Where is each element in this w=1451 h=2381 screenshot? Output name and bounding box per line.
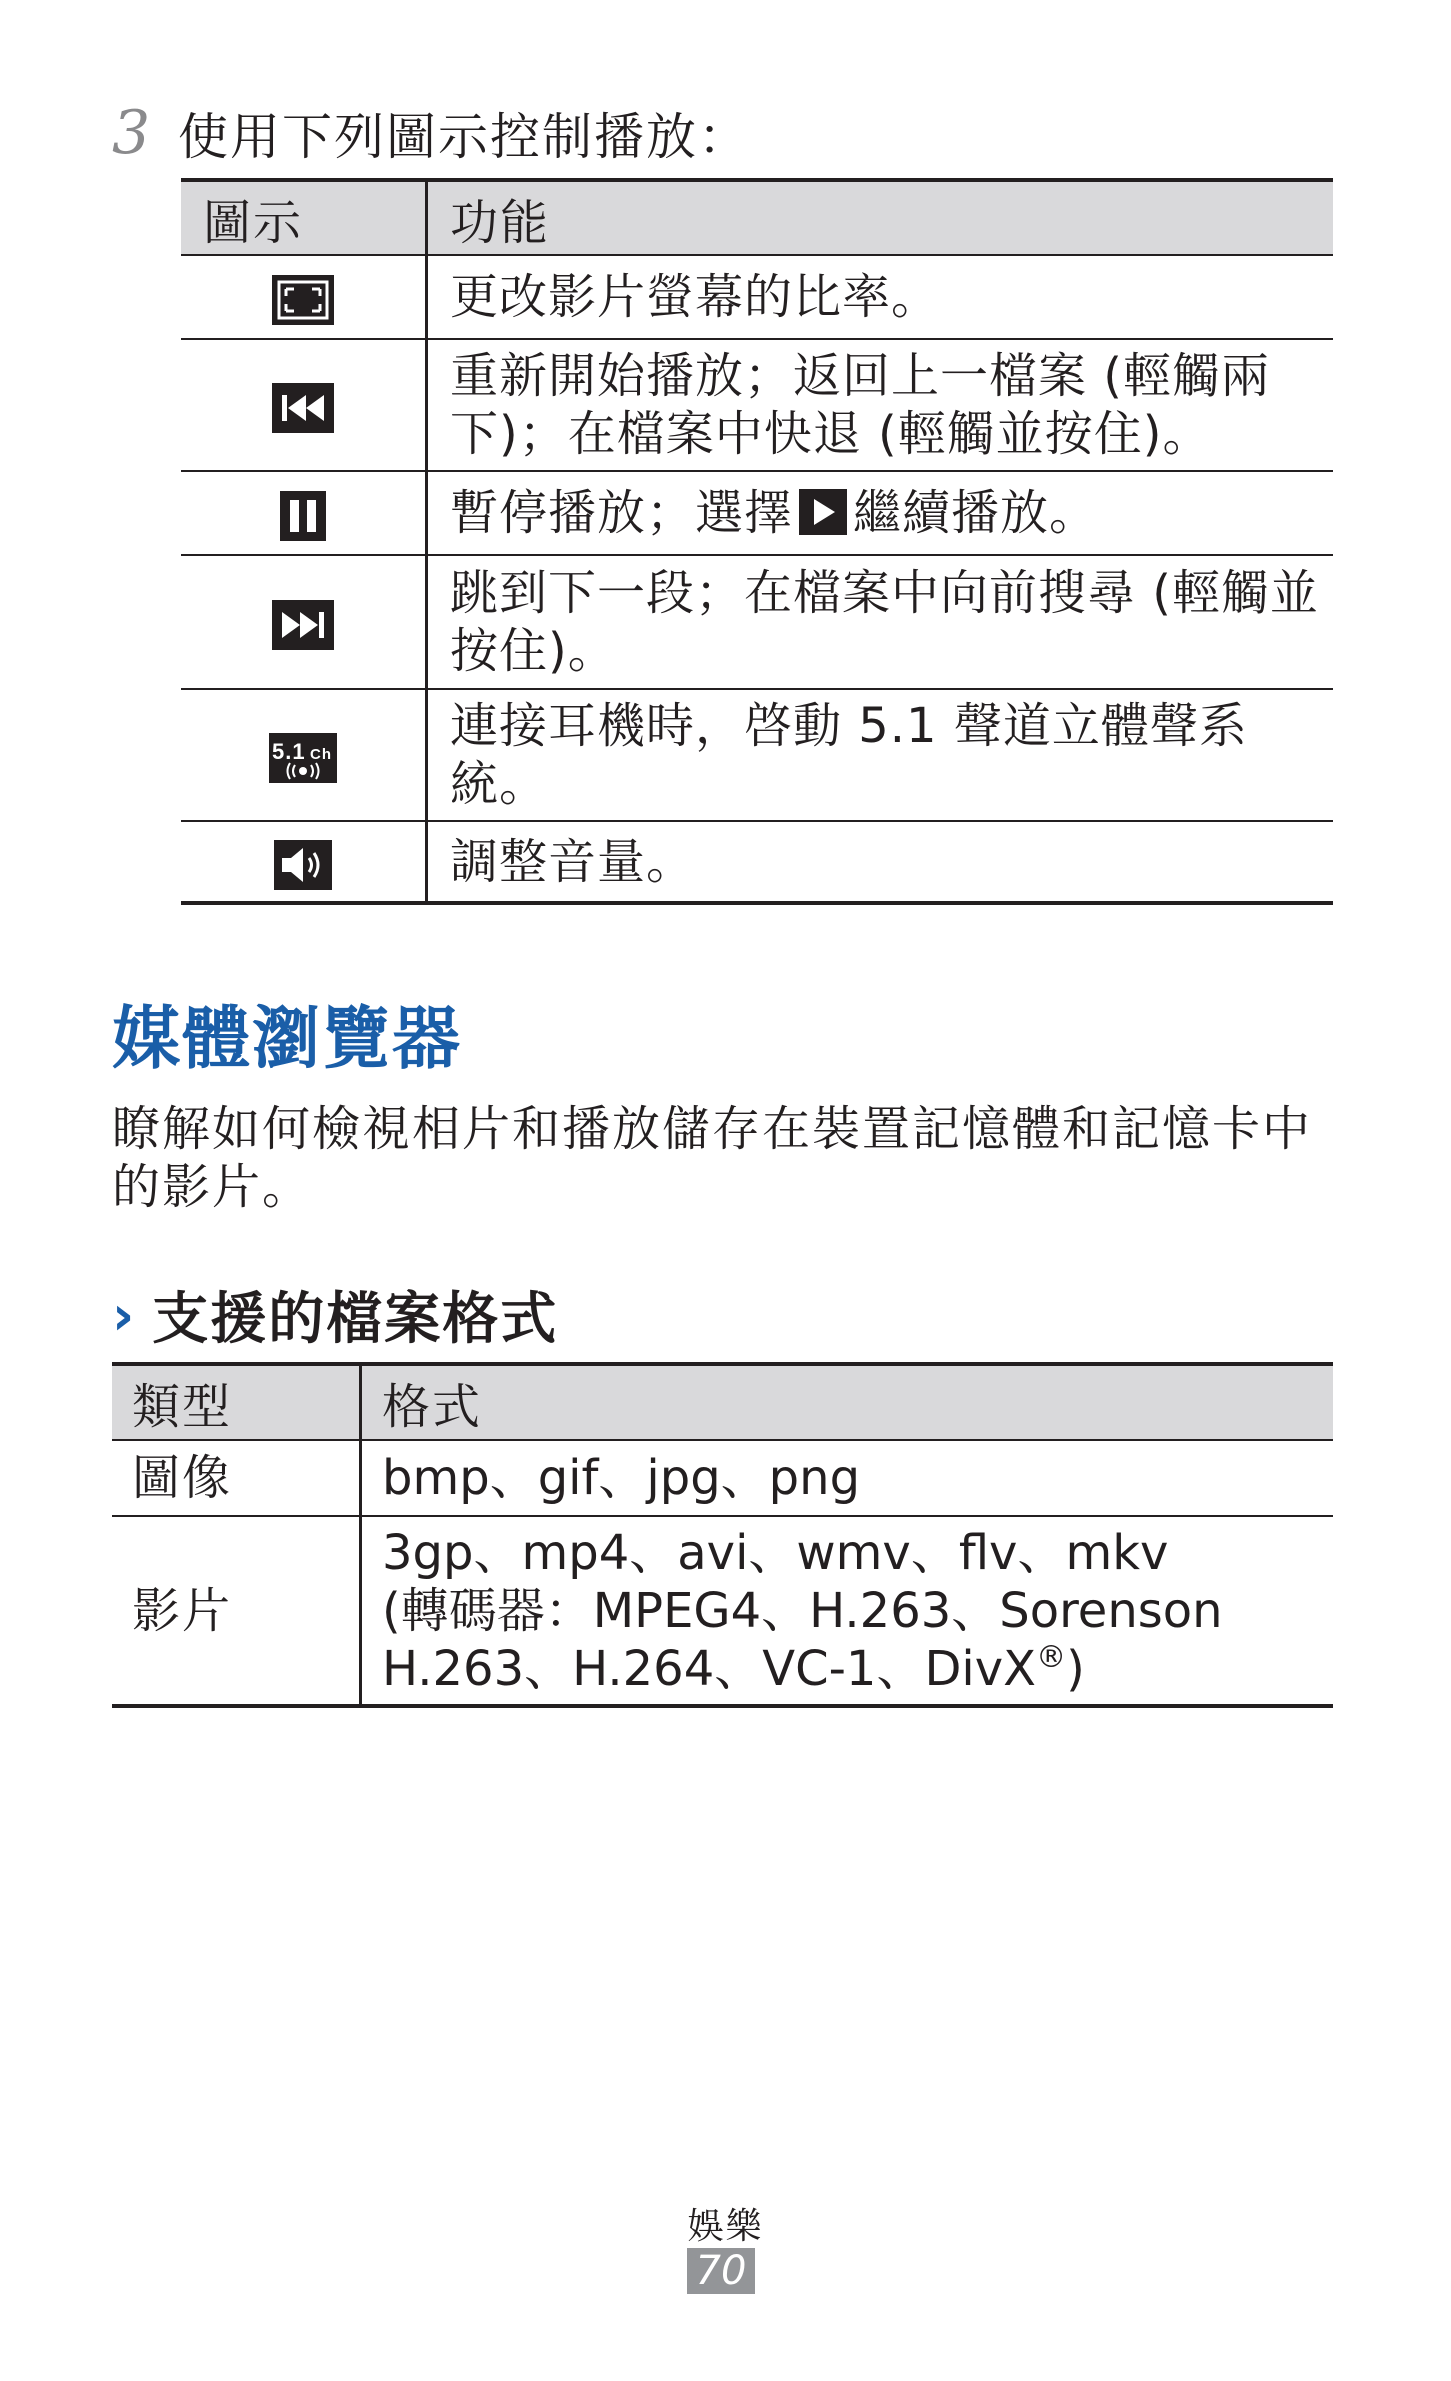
format-line: H.263、H.264、VC-1、DivX bbox=[382, 1640, 1037, 1697]
function-text: 重新開始播放；返回上一檔案 (輕觸兩下)；在檔案中快退 (輕觸並按住)。 bbox=[427, 339, 1334, 471]
function-text: 調整音量。 bbox=[427, 821, 1334, 903]
subsection-title: 支援的檔案格式 bbox=[152, 1287, 559, 1352]
chevron-right-icon: › bbox=[112, 1283, 137, 1347]
section-title: 媒體瀏覽器 bbox=[112, 1000, 463, 1079]
table-row bbox=[181, 555, 1333, 689]
type-cell: 圖像 bbox=[112, 1440, 361, 1516]
format-line: (轉碼器：MPEG4、H.263、Sorenson bbox=[382, 1582, 1223, 1639]
registered-mark: ® bbox=[1036, 1639, 1067, 1675]
footer-section-label: 娛樂 bbox=[687, 2206, 764, 2247]
table-header-row bbox=[112, 1364, 1333, 1440]
function-text: 繼續播放。 bbox=[853, 485, 1099, 541]
header-format: 格式 bbox=[361, 1364, 1334, 1440]
surround-sound-icon bbox=[269, 733, 337, 783]
step-text: 使用下列圖示控制播放： bbox=[178, 108, 750, 166]
table-row bbox=[181, 339, 1333, 471]
header-icon: 圖示 bbox=[181, 180, 427, 255]
function-text: 連接耳機時，啓動 5.1 聲道立體聲系統。 bbox=[427, 689, 1334, 821]
page-number: 70 bbox=[687, 2248, 755, 2294]
surround-label: 5.1 bbox=[272, 739, 306, 764]
rewind-icon bbox=[272, 383, 334, 433]
volume-icon bbox=[274, 840, 332, 890]
subsection-heading bbox=[112, 1280, 558, 1350]
function-text: 暫停播放；選擇 bbox=[450, 485, 794, 541]
format-line: 3gp、mp4、avi、wmv、flv、mkv bbox=[382, 1524, 1169, 1581]
step-number: 3 bbox=[112, 98, 151, 168]
controls-table bbox=[181, 178, 1333, 905]
pause-icon bbox=[280, 491, 326, 541]
table-row bbox=[181, 689, 1333, 821]
format-line: bmp、gif、jpg、png bbox=[382, 1450, 861, 1506]
table-row bbox=[112, 1516, 1333, 1706]
play-icon bbox=[799, 489, 847, 535]
fast-forward-icon bbox=[272, 600, 334, 650]
table-row bbox=[181, 255, 1333, 339]
section-description: 瞭解如何檢視相片和播放儲存在裝置記憶體和記憶卡中的影片。 bbox=[112, 1101, 1313, 1215]
table-row bbox=[112, 1440, 1333, 1516]
closing-paren: ) bbox=[1066, 1640, 1085, 1697]
step-3 bbox=[112, 98, 750, 168]
table-header-row bbox=[181, 180, 1333, 255]
formats-table bbox=[112, 1362, 1333, 1708]
type-cell: 影片 bbox=[112, 1516, 361, 1706]
aspect-ratio-icon bbox=[272, 275, 334, 325]
table-row bbox=[181, 471, 1333, 555]
header-type: 類型 bbox=[112, 1364, 361, 1440]
surround-sub-label: Ch bbox=[310, 746, 332, 763]
table-row bbox=[181, 821, 1333, 903]
function-text: 更改影片螢幕的比率。 bbox=[427, 255, 1334, 339]
function-text: 跳到下一段；在檔案中向前搜尋 (輕觸並按住)。 bbox=[427, 555, 1334, 689]
header-function: 功能 bbox=[427, 180, 1334, 255]
